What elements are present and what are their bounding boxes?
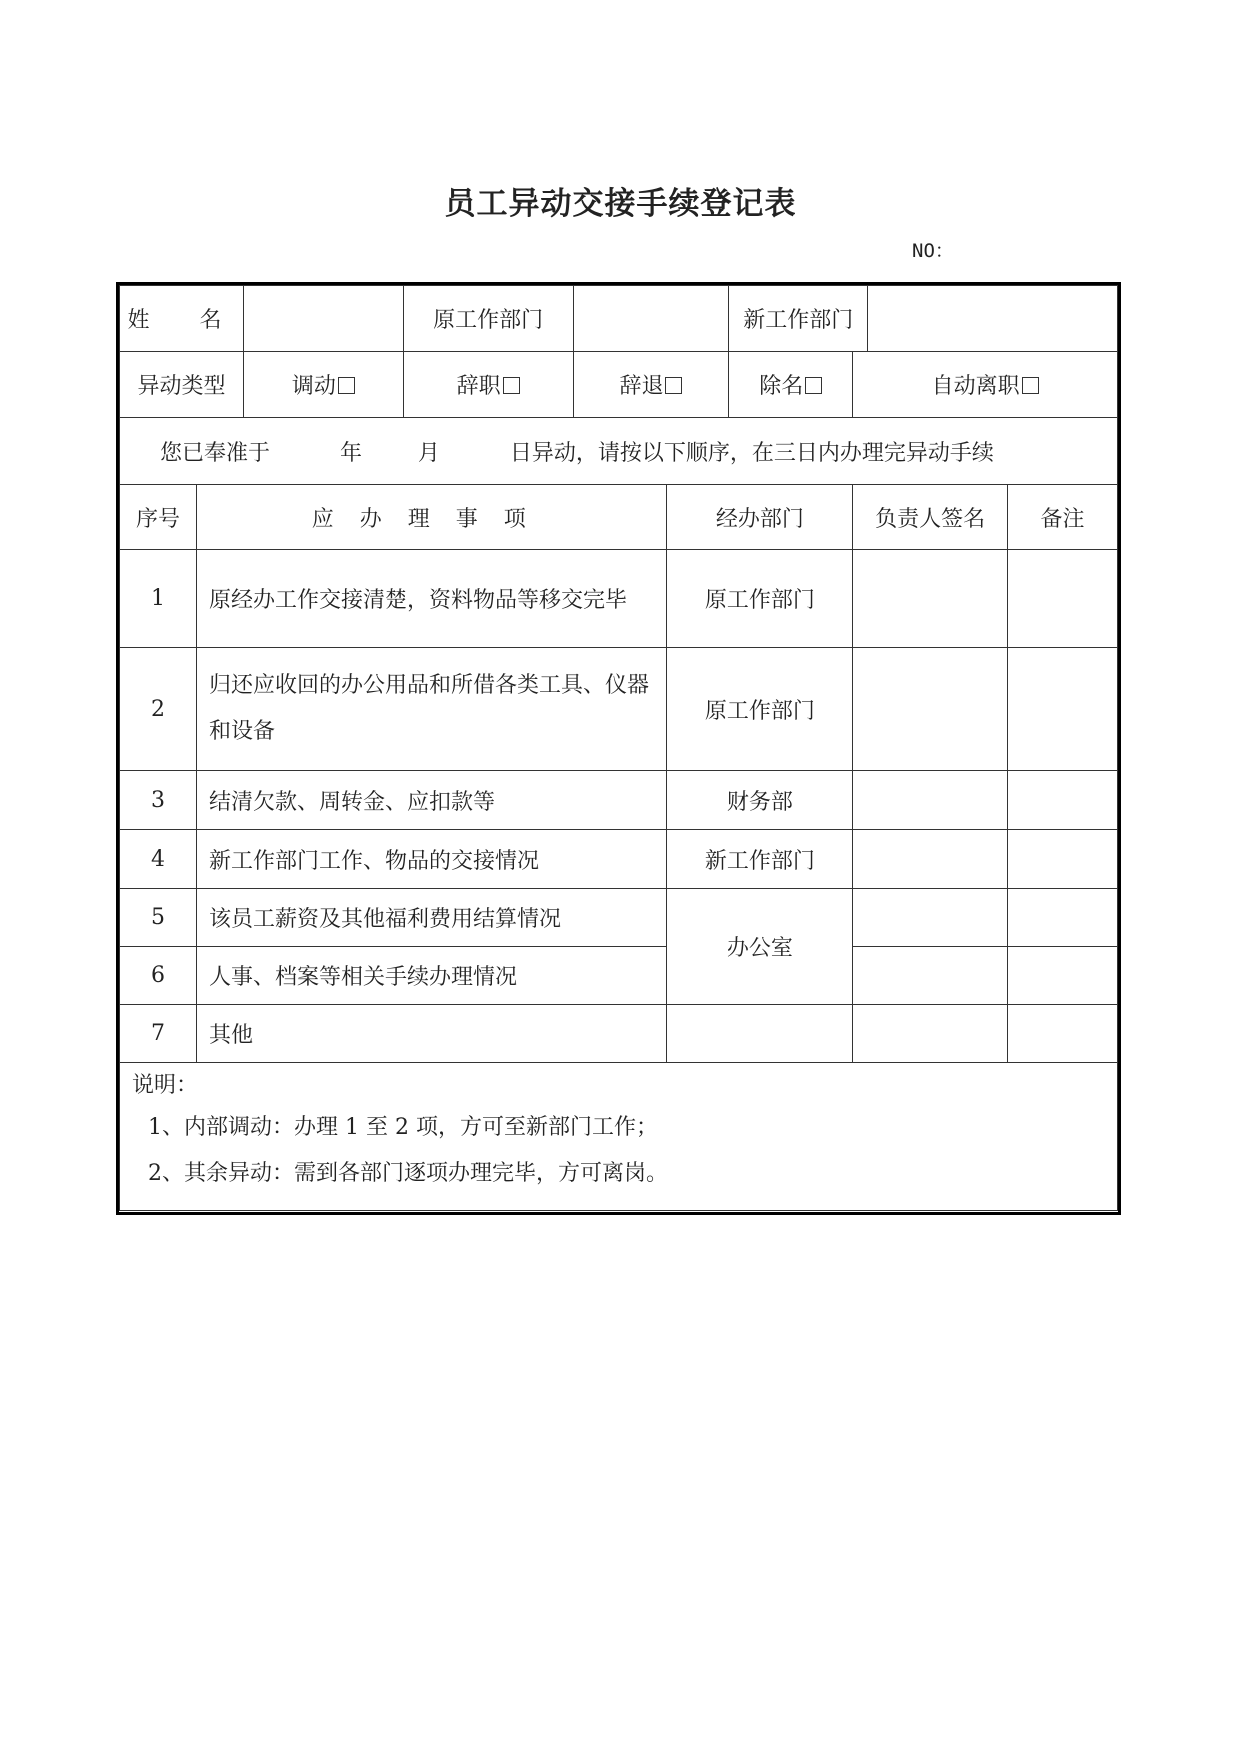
- item-text: 原经办工作交接清楚，资料物品等移交完毕: [196, 550, 666, 648]
- notes-row: [120, 1063, 1118, 1211]
- item-remark-field[interactable]: [1008, 771, 1118, 830]
- items-header-row: [120, 485, 1118, 550]
- option-removal-label: 除名: [759, 374, 804, 399]
- item-seq: 4: [120, 830, 197, 889]
- change-type-row: [120, 352, 1118, 418]
- item-dept: 新工作部门: [667, 830, 853, 889]
- item-sign-field[interactable]: [853, 550, 1008, 648]
- notes-heading: 说明：: [132, 1073, 199, 1098]
- header-items: 应办理事项: [196, 485, 666, 550]
- item-seq: 2: [120, 648, 197, 771]
- option-resign[interactable]: [403, 352, 573, 418]
- option-removal[interactable]: [729, 352, 853, 418]
- option-dismiss[interactable]: [573, 352, 729, 418]
- notice-row: [120, 418, 1118, 485]
- header-remark: 备注: [1008, 485, 1118, 550]
- name-label: 姓 名: [120, 286, 244, 352]
- checkbox-icon[interactable]: [503, 377, 520, 394]
- new-dept-label: 新工作部门: [729, 286, 868, 352]
- notice-month: 月: [417, 440, 440, 466]
- item-remark-field[interactable]: [1008, 889, 1118, 947]
- item-seq: 3: [120, 771, 197, 830]
- checkbox-icon[interactable]: [1022, 377, 1039, 394]
- item-remark-field[interactable]: [1008, 947, 1118, 1005]
- item-text: 其他: [196, 1005, 666, 1063]
- checkbox-icon[interactable]: [665, 377, 682, 394]
- table-row: [120, 889, 1118, 947]
- notes-line: 2、其余异动：需到各部门逐项办理完毕，方可离岗。: [148, 1161, 668, 1186]
- item-dept-field[interactable]: [667, 1005, 853, 1063]
- item-dept: 原工作部门: [667, 550, 853, 648]
- change-type-label: 异动类型: [120, 352, 244, 418]
- item-text: 人事、档案等相关手续办理情况: [196, 947, 666, 1005]
- item-text: 新工作部门工作、物品的交接情况: [196, 830, 666, 889]
- orig-dept-field[interactable]: [573, 286, 729, 352]
- table-row: [120, 648, 1118, 771]
- handover-form-table: [119, 285, 1118, 1211]
- option-transfer[interactable]: [243, 352, 403, 418]
- item-sign-field[interactable]: [853, 889, 1008, 947]
- form-title: 员工异动交接手续登记表: [444, 186, 797, 222]
- item-seq: 6: [120, 947, 197, 1005]
- header-seq: 序号: [120, 485, 197, 550]
- item-remark-field[interactable]: [1008, 1005, 1118, 1063]
- item-sign-field[interactable]: [853, 947, 1008, 1005]
- header-dept: 经办部门: [667, 485, 853, 550]
- basic-info-row: [120, 286, 1118, 352]
- item-sign-field[interactable]: [853, 648, 1008, 771]
- item-sign-field[interactable]: [853, 1005, 1008, 1063]
- form-number-label: NO：: [912, 240, 954, 262]
- header-sign: 负责人签名: [853, 485, 1008, 550]
- notice-part1: 您已奉准于: [160, 440, 271, 466]
- table-row: [120, 550, 1118, 648]
- item-text: 结清欠款、周转金、应扣款等: [196, 771, 666, 830]
- table-row: [120, 830, 1118, 889]
- checkbox-icon[interactable]: [338, 377, 355, 394]
- notice-year: 年: [339, 440, 362, 466]
- option-self-leave[interactable]: [853, 352, 1118, 418]
- name-field[interactable]: [243, 286, 403, 352]
- item-remark-field[interactable]: [1008, 648, 1118, 771]
- item-text: 该员工薪资及其他福利费用结算情况: [196, 889, 666, 947]
- notes-cell: [120, 1063, 1118, 1211]
- item-seq: 7: [120, 1005, 197, 1063]
- item-dept: 原工作部门: [667, 648, 853, 771]
- option-dismiss-label: 辞退: [619, 374, 664, 399]
- option-resign-label: 辞职: [456, 374, 501, 399]
- notice-text: [120, 418, 1118, 485]
- item-dept: 财务部: [667, 771, 853, 830]
- option-transfer-label: 调动: [291, 374, 336, 399]
- item-seq: 1: [120, 550, 197, 648]
- table-row: [120, 1005, 1118, 1063]
- orig-dept-label: 原工作部门: [403, 286, 573, 352]
- item-remark-field[interactable]: [1008, 830, 1118, 889]
- item-text: 归还应收回的办公用品和所借各类工具、仪器和设备: [196, 648, 666, 771]
- table-row: [120, 947, 1118, 1005]
- option-self-leave-label: 自动离职: [931, 374, 1020, 399]
- item-sign-field[interactable]: [853, 771, 1008, 830]
- item-remark-field[interactable]: [1008, 550, 1118, 648]
- item-dept: 办公室: [667, 889, 853, 1005]
- item-seq: 5: [120, 889, 197, 947]
- new-dept-field[interactable]: [868, 286, 1118, 352]
- notice-part2: 日异动，请按以下顺序，在三日内办理完异动手续: [509, 440, 994, 466]
- checkbox-icon[interactable]: [805, 377, 822, 394]
- item-sign-field[interactable]: [853, 830, 1008, 889]
- table-row: [120, 771, 1118, 830]
- notes-line: 1、内部调动：办理 1 至 2 项，方可至新部门工作；: [148, 1115, 658, 1140]
